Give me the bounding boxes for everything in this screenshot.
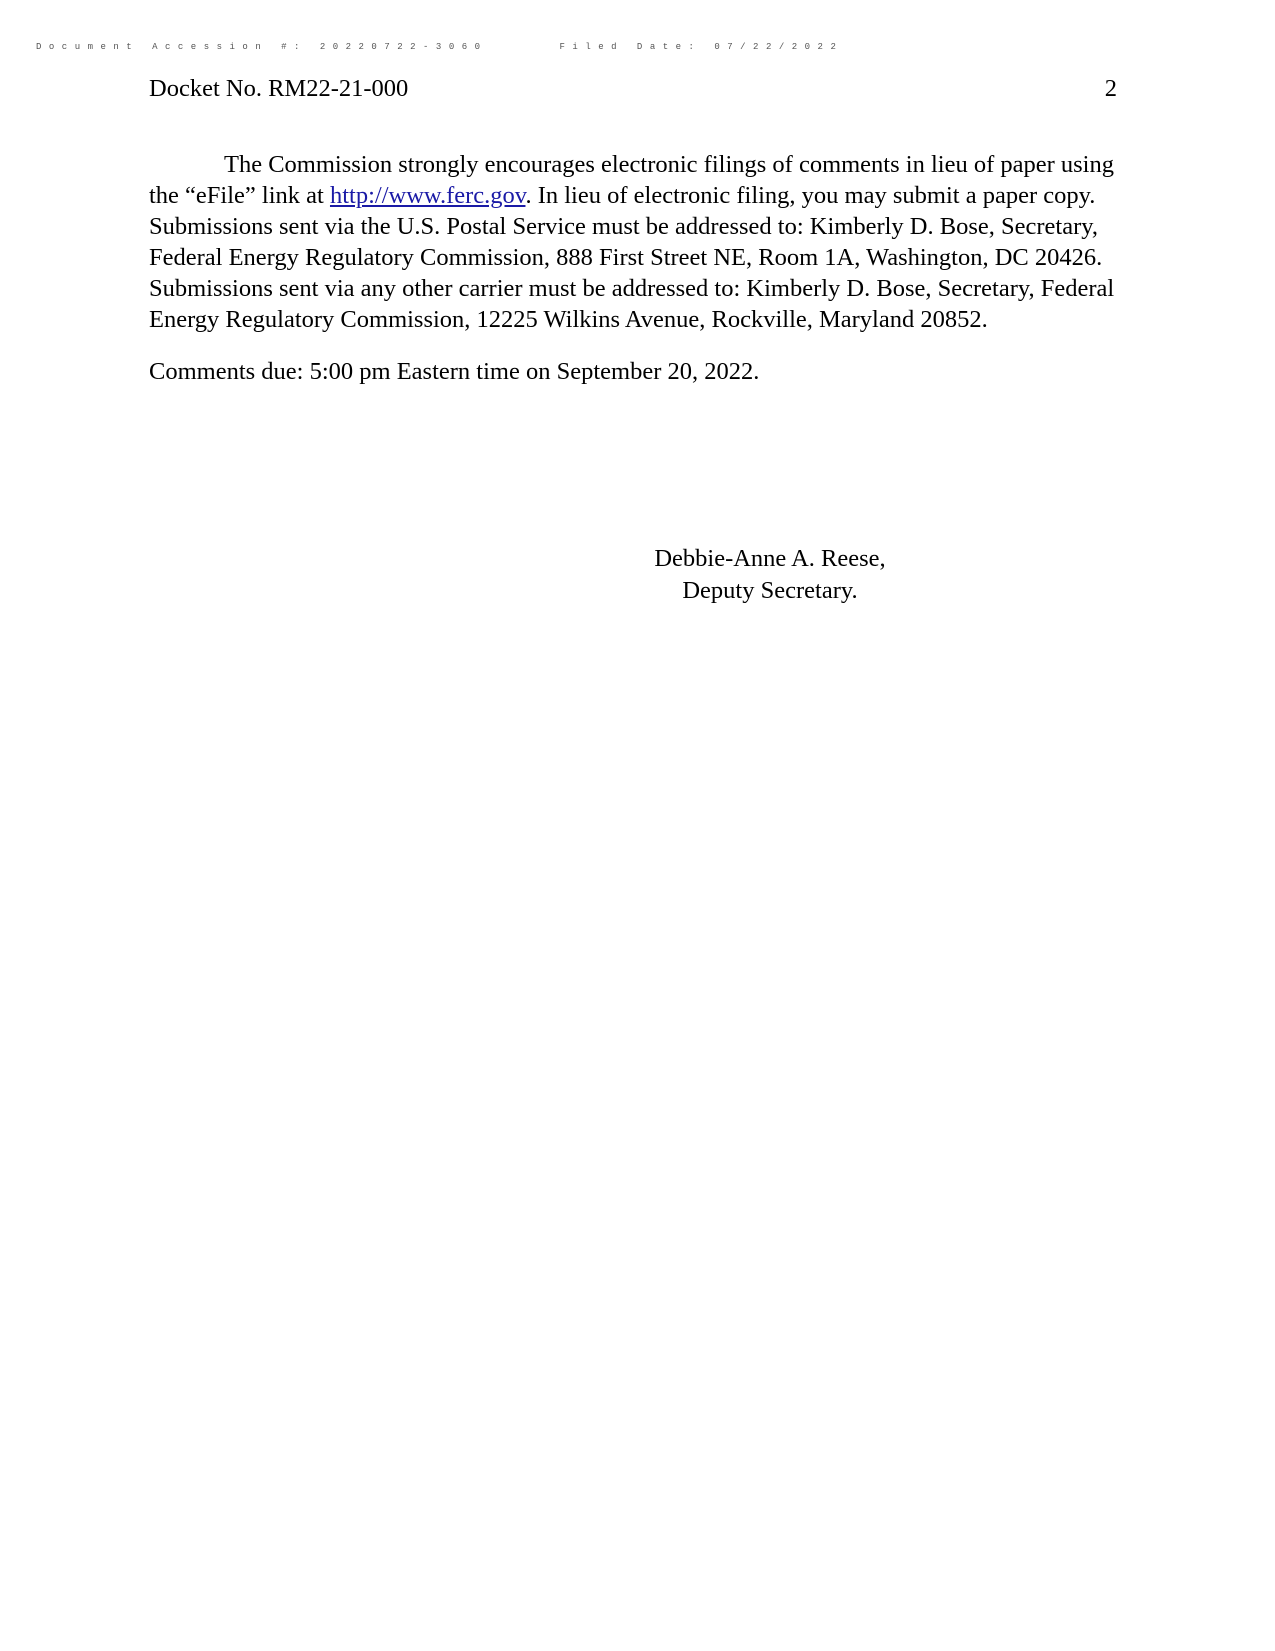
signatory-title: Deputy Secretary. <box>682 577 858 604</box>
accession-stamp <box>36 42 843 52</box>
signatory-name: Debbie-Anne A. Reese, <box>654 545 886 572</box>
accession-number: Document Accession #: 20220722-3060 <box>36 42 488 52</box>
signature-block <box>600 543 940 607</box>
filed-date: Filed Date: 07/22/2022 <box>559 42 844 52</box>
page-number: 2 <box>1104 75 1117 102</box>
docket-number: Docket No. RM22-21-000 <box>149 75 409 102</box>
comments-due-line: Comments due: 5:00 pm Eastern time on September 20, 2022. <box>149 358 760 385</box>
filing-instructions-paragraph <box>149 149 1129 335</box>
document-body <box>149 149 1129 387</box>
ferc-website-link[interactable]: http://www.ferc.gov <box>329 182 526 209</box>
page-header <box>149 74 1117 104</box>
paragraph-text-after-link: . In lieu of electronic filing, you may submit a paper copy. Submissions sent via the U.S. Postal Service must be addressed to: Kimberly D. Bose, Secretary, Federal Energy Regulatory Commission, 888 First Street NE, Room 1A, Washington, DC 20426. Submissions sent via any other carrier must be addressed to: Kimberly D. Bose, Secretary, Federal Energy Regulatory Commission, 12225 Wilkins Avenue, Rockville, Maryland 20852. <box>149 182 1115 333</box>
paragraph-text-before-link: The Commission strongly encourages electronic filings of comments in lieu of paper using the “eFile” link at <box>149 151 1114 209</box>
